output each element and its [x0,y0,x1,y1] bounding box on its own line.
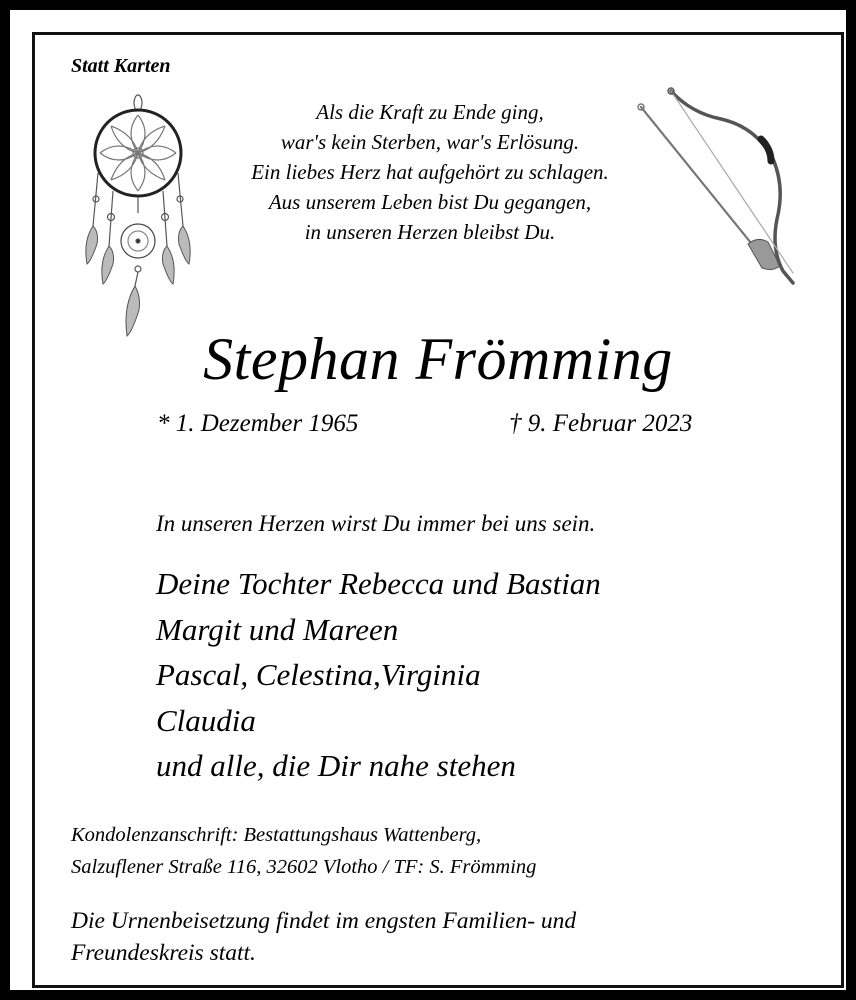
condolence-line-2: Salzuflener Straße 116, 32602 Vlotho / TF: S. Frömming [71,856,537,878]
poem-line: Ein liebes Herz hat aufgehört zu schlagen. [251,160,609,184]
deceased-name: Stephan Frömming [203,326,673,392]
memorial-quote: In unseren Herzen wirst Du immer bei uns sein. [156,511,596,536]
condolence-line-1: Kondolenzanschrift: Bestattungshaus Wattenberg, [71,824,482,846]
mourner-line: und alle, die Dir nahe stehen [156,748,516,783]
mourner-line: Claudia [156,702,256,738]
mourners-list [156,561,601,789]
poem-line: in unseren Herzen bleibst Du. [304,220,556,244]
statt-karten-label: Statt Karten [71,55,171,77]
burial-note-line-2: Freundeskreis statt. [71,940,256,966]
mourner-line: Pascal, Celestina,Virginia [156,657,481,692]
poem-line: war's kein Sterben, war's Erlösung. [280,130,580,154]
birth-date: * 1. Dezember 1965 [157,410,359,437]
condolence-address [71,819,536,883]
poem-line: Als die Kraft zu Ende ging, [316,100,544,124]
death-date: † 9. Februar 2023 [509,410,693,437]
burial-note-line-1: Die Urnenbeisetzung findet im engsten Familien- und [71,908,577,934]
mourner-line: Deine Tochter Rebecca und Bastian [156,566,601,601]
outer-frame [10,10,846,990]
burial-note [71,905,576,969]
bow-and-arrow-icon [633,79,833,289]
poem [195,97,665,247]
mourner-line: Margit und Mareen [156,611,399,647]
dreamcatcher-icon [63,91,193,341]
obituary-card [32,32,844,988]
poem-line: Aus unserem Leben bist Du gegangen, [268,190,592,214]
